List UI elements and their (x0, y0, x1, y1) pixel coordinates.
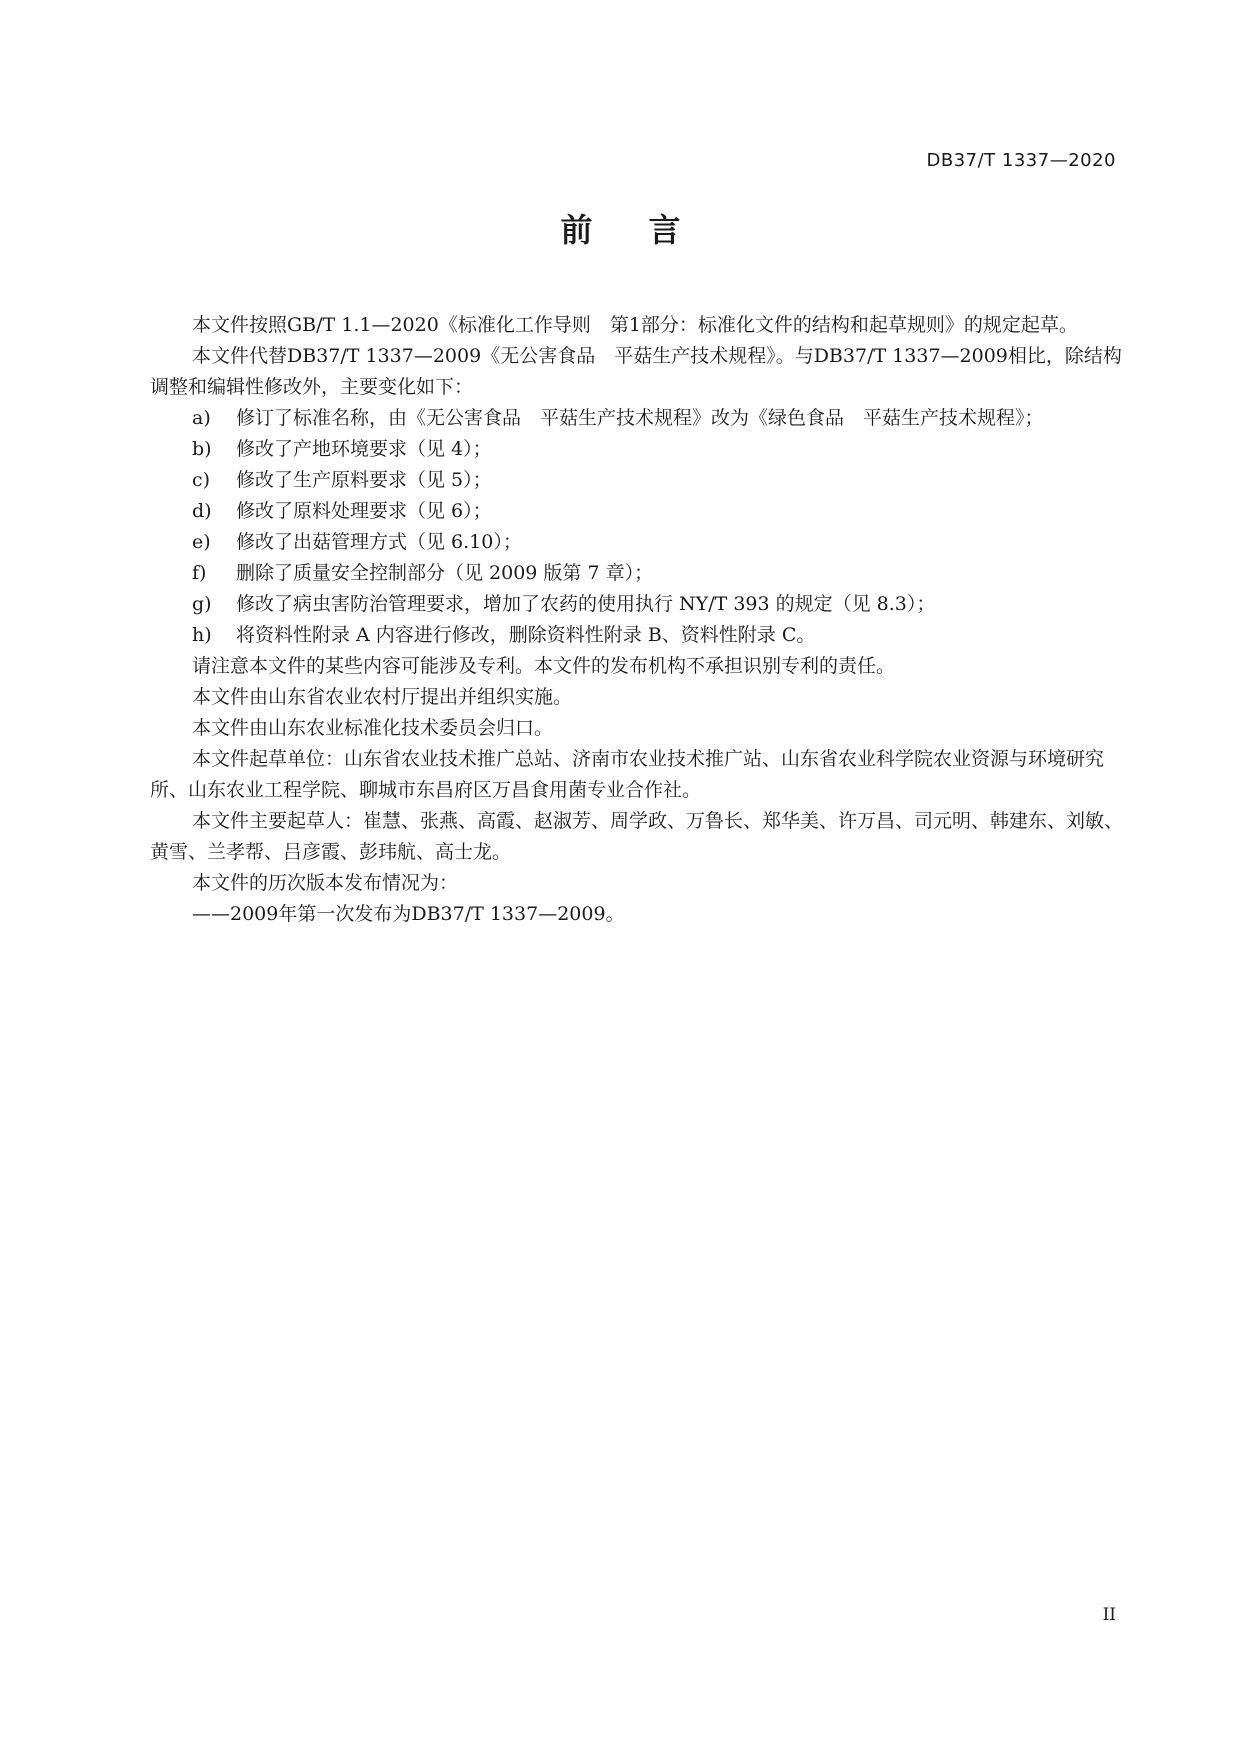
list-marker: f) (192, 562, 207, 584)
list-item (192, 620, 1125, 651)
list-marker: b) (192, 438, 212, 460)
paragraph-history-intro: 本文件的历次版本发布情况为： (192, 872, 459, 894)
list-item (192, 496, 1125, 527)
list-item (192, 465, 1125, 496)
paragraph-patent-notice: 请注意本文件的某些内容可能涉及专利。本文件的发布机构不承担识别专利的责任。 (192, 655, 896, 677)
list-marker: h) (192, 624, 212, 646)
list-text: 修改了产地环境要求（见 4）； (236, 438, 492, 460)
list-marker: e) (192, 531, 211, 553)
page-number: II (1102, 1605, 1116, 1625)
list-marker: a) (192, 407, 211, 429)
list-marker: g) (192, 593, 212, 615)
list-text: 删除了质量安全控制部分（见 2009 版第 7 章）； (236, 562, 654, 584)
paragraph-drafters: 本文件主要起草人：崔慧、张燕、高霞、赵淑芳、周学政、万鲁长、郑华美、许万昌、司元明、韩建东、刘敏、黄雪、兰孝帮、吕彦霞、彭玮航、高士龙。 (150, 810, 1124, 863)
list-item (192, 589, 1125, 620)
paragraph-history-item: ——2009年第一次发布为DB37/T 1337—2009。 (192, 903, 625, 925)
page-title: 前言 (560, 211, 737, 249)
list-item (192, 558, 1125, 589)
document-code: DB37/T 1337—2020 (926, 150, 1116, 171)
list-item (192, 403, 1125, 434)
paragraph-drafting-units: 本文件起草单位：山东省农业技术推广总站、济南市农业技术推广站、山东省农业科学院农业资源与环境研究所、山东农业工程学院、聊城市东昌府区万昌食用菌专业合作社。 (150, 748, 1105, 801)
list-text: 修改了病虫害防治管理要求，增加了农药的使用执行 NY/T 393 的规定（见 8.3）； (236, 593, 936, 615)
paragraph-drafting-basis: 本文件按照GB/T 1.1—2020《标准化工作导则 第1部分：标准化文件的结构和起草规则》的规定起草。 (192, 314, 1078, 336)
foreword-body (150, 310, 1125, 930)
list-marker: d) (192, 500, 212, 522)
list-text: 将资料性附录 A 内容进行修改，删除资料性附录 B、资料性附录 C。 (236, 624, 816, 646)
list-text: 修订了标准名称，由《无公害食品 平菇生产技术规程》改为《绿色食品 平菇生产技术规程》； (236, 407, 1044, 429)
paragraph-proposer: 本文件由山东省农业农村厅提出并组织实施。 (192, 686, 573, 708)
list-marker: c) (192, 469, 211, 491)
paragraph-replacement: 本文件代替DB37/T 1337—2009《无公害食品 平菇生产技术规程》。与DB37/T 1337—2009相比，除结构调整和编辑性修改外，主要变化如下： (150, 345, 1122, 398)
list-item (192, 434, 1125, 465)
list-text: 修改了出菇管理方式（见 6.10）； (236, 531, 522, 553)
list-item (192, 527, 1125, 558)
changes-list (150, 403, 1125, 651)
paragraph-committee: 本文件由山东农业标准化技术委员会归口。 (192, 717, 554, 739)
list-text: 修改了原料处理要求（见 6）； (236, 500, 492, 522)
list-text: 修改了生产原料要求（见 5）； (236, 469, 492, 491)
